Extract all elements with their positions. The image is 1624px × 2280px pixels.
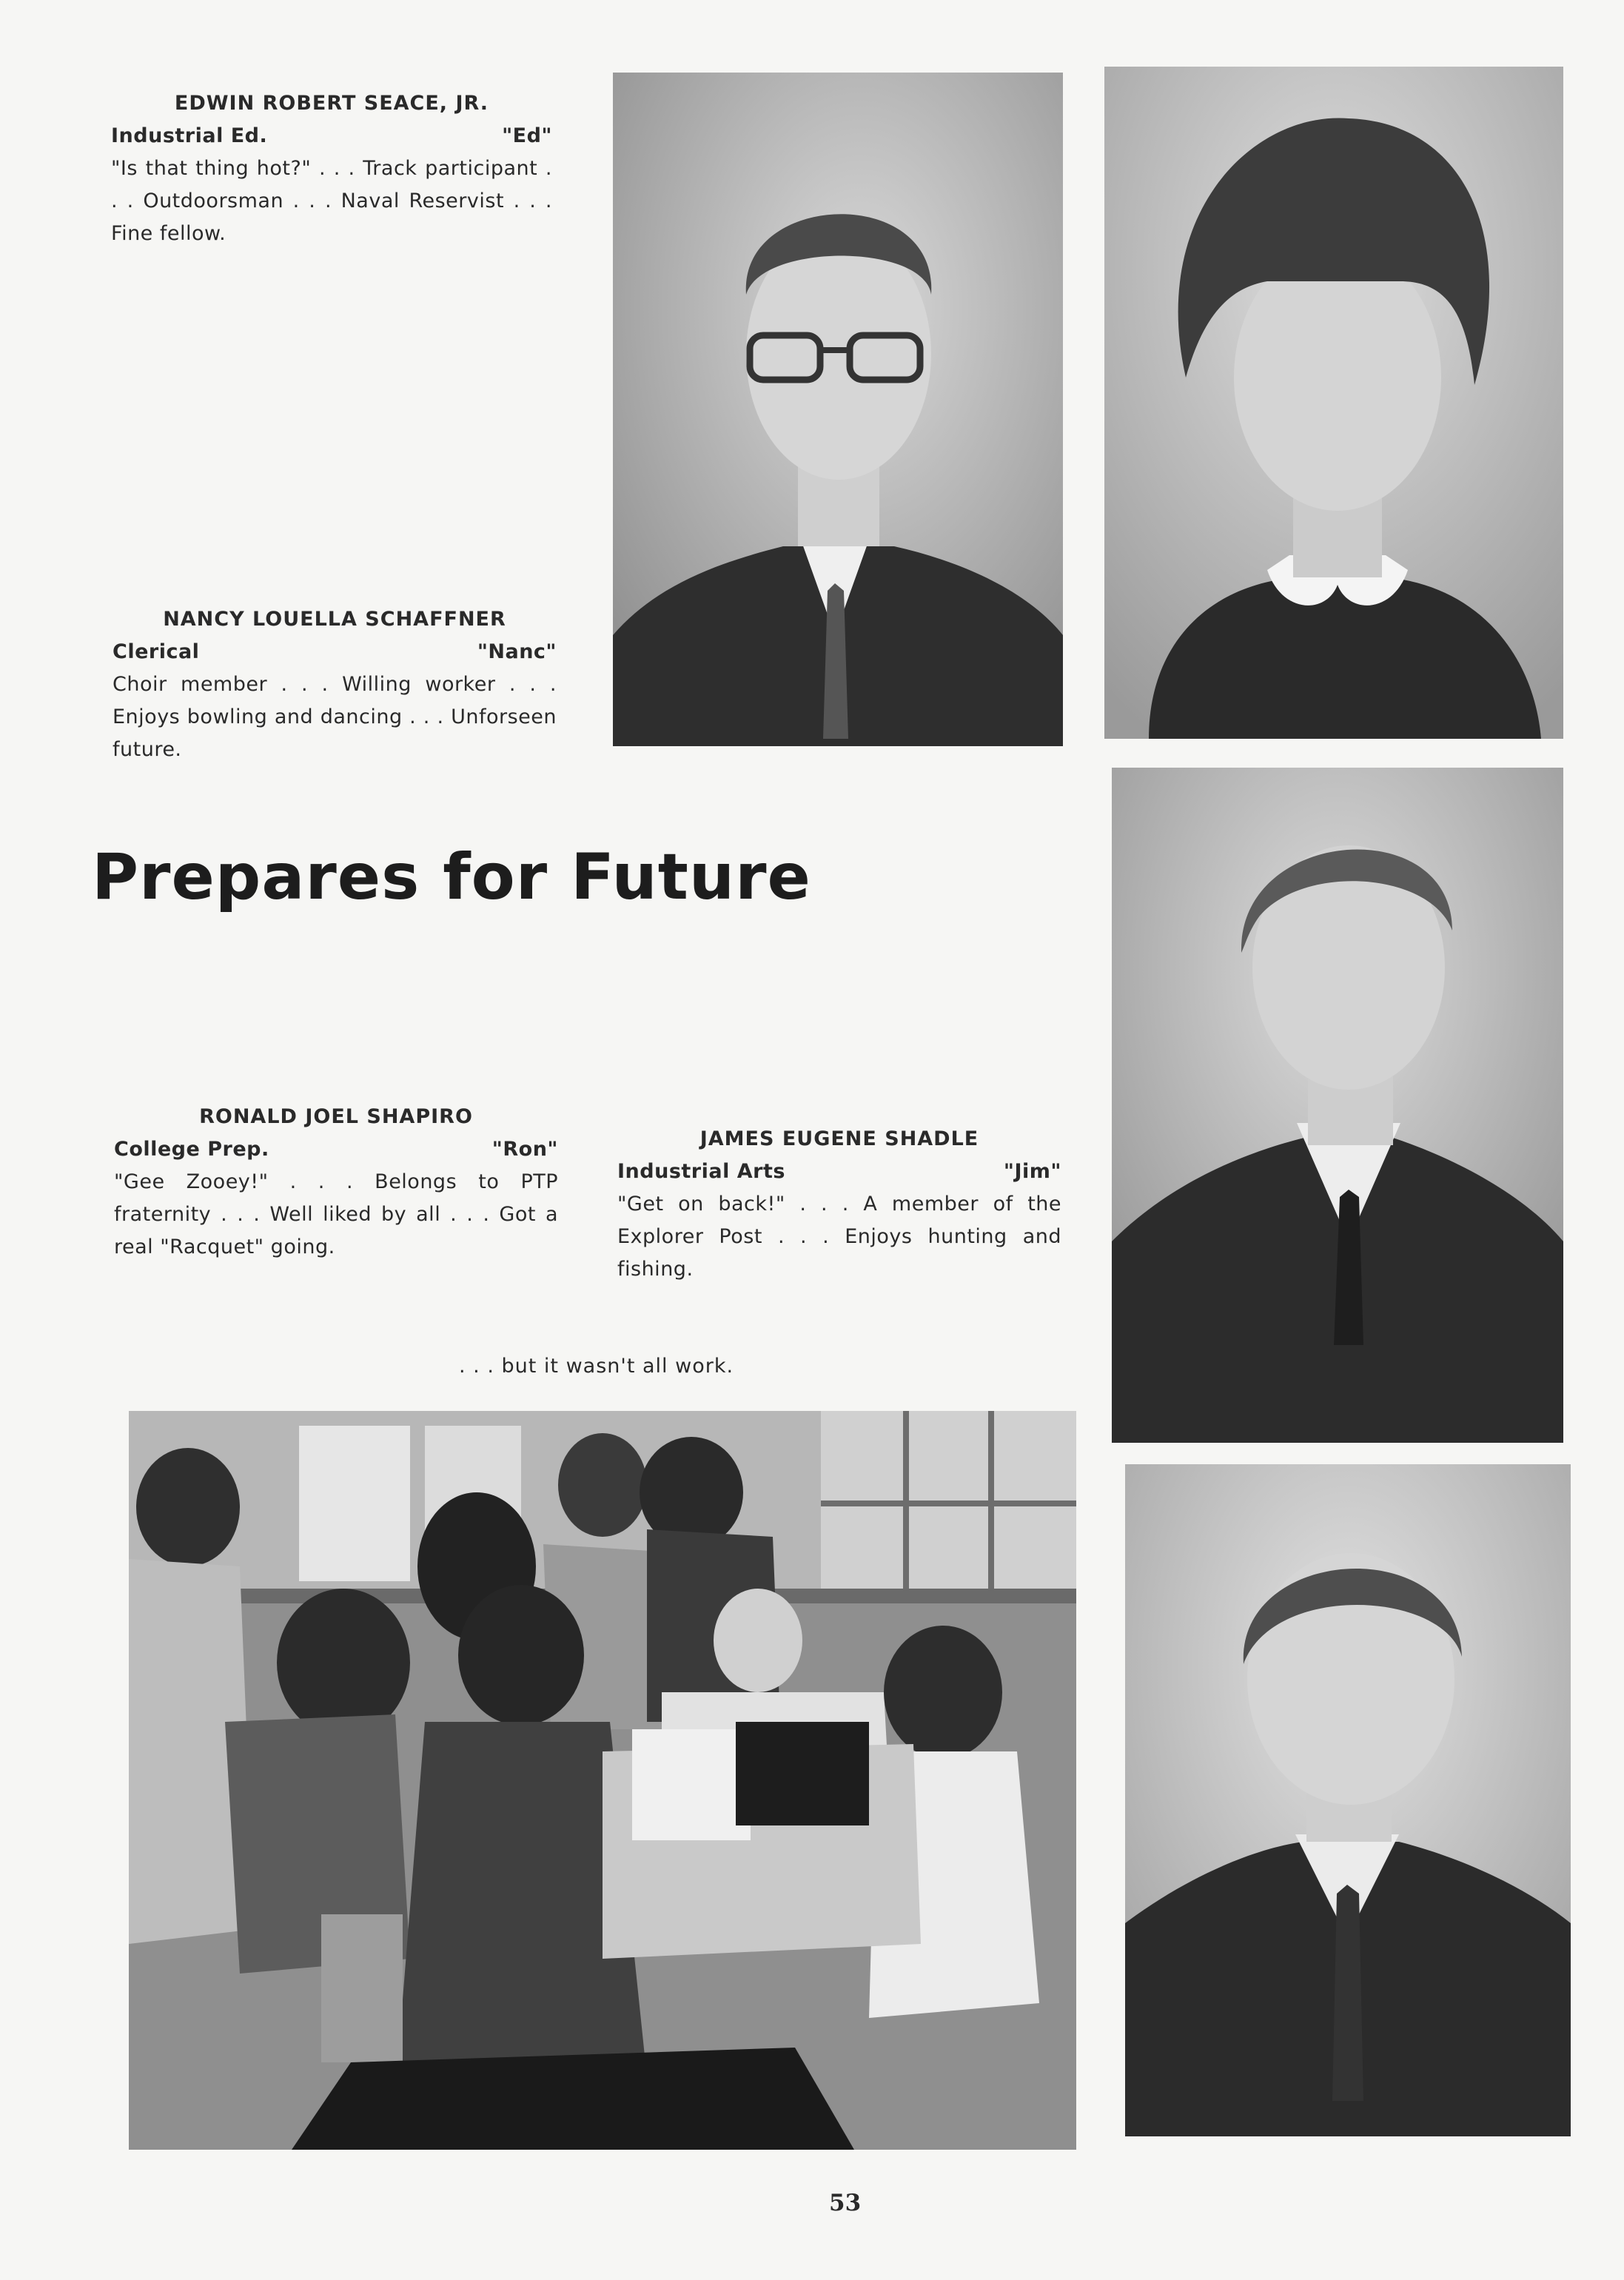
- student-name: RONALD JOEL SHAPIRO: [199, 1105, 473, 1128]
- nickname: "Ron": [491, 1138, 558, 1161]
- page-number: 53: [829, 2190, 862, 2216]
- portrait-shapiro: [1112, 768, 1563, 1443]
- course: Industrial Arts: [617, 1160, 785, 1183]
- page-headline: Prepares for Future: [92, 840, 811, 914]
- nickname: "Nanc": [477, 640, 557, 663]
- course: Clerical: [113, 640, 200, 663]
- student-description: Choir member . . . Willing worker . . . Enjoys bowling and dancing . . . Unforseen future.: [113, 673, 557, 761]
- nickname: "Jim": [1003, 1160, 1061, 1183]
- student-name: NANCY LOUELLA SCHAFFNER: [163, 608, 506, 631]
- portrait-schaffner: [1104, 67, 1563, 739]
- course-row: [617, 1156, 1061, 1188]
- student-description: "Get on back!" . . . A member of the Explorer Post . . . Enjoys hunting and fishing.: [617, 1193, 1061, 1281]
- entry-seace: [111, 87, 552, 250]
- student-description: "Is that thing hot?" . . . Track participant . . . Outdoorsman . . . Naval Reservist . . . Fine fellow.: [111, 157, 552, 245]
- student-description: "Gee Zooey!" . . . Belongs to PTP fraternity . . . Well liked by all . . . Got a real "Racquet" going.: [114, 1170, 558, 1258]
- course-row: [111, 120, 552, 152]
- student-name: JAMES EUGENE SHADLE: [699, 1127, 979, 1150]
- entry-schaffner: [113, 603, 557, 766]
- course: College Prep.: [114, 1138, 269, 1161]
- student-name: EDWIN ROBERT SEACE, JR.: [174, 92, 489, 115]
- course: Industrial Ed.: [111, 124, 268, 147]
- photo-caption: . . . but it wasn't all work.: [459, 1355, 734, 1378]
- portrait-seace: [613, 73, 1063, 746]
- entry-shadle: [617, 1123, 1061, 1286]
- classroom-photo: [129, 1411, 1076, 2150]
- course-row: [113, 636, 557, 668]
- course-row: [114, 1133, 558, 1166]
- entry-shapiro: [114, 1101, 558, 1264]
- portrait-shadle: [1125, 1464, 1571, 2136]
- nickname: "Ed": [502, 124, 552, 147]
